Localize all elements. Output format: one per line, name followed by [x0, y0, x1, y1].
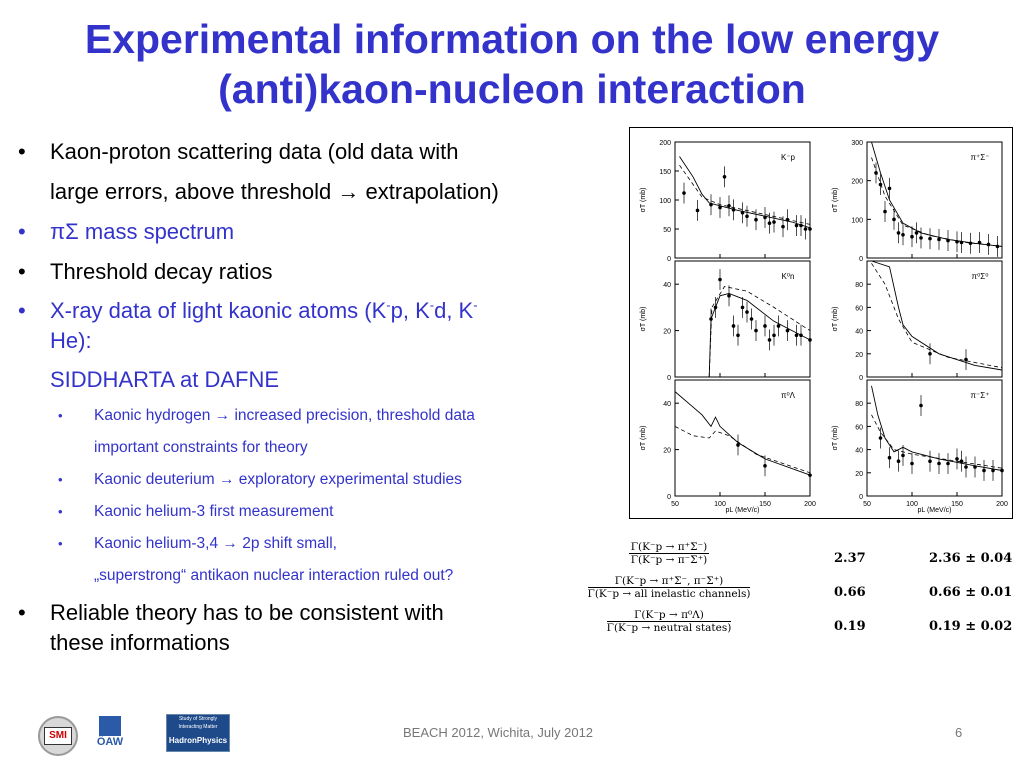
data-point [718, 278, 722, 282]
ratio-fraction [574, 541, 764, 566]
bullet-text: Threshold decay ratios [50, 259, 273, 284]
data-point [888, 456, 892, 460]
x-tick-label: 50 [863, 501, 871, 508]
ratio-denominator: Γ(K⁻p → all inelastic channels) [587, 588, 751, 600]
data-point [879, 436, 883, 440]
data-point [682, 191, 686, 195]
bullet-dot: • [18, 139, 26, 164]
ratio-theory-value: 2.37 [834, 551, 866, 566]
data-point [795, 333, 799, 337]
arrow-icon: → [214, 407, 231, 424]
y-tick-label: 0 [859, 494, 863, 501]
data-point [696, 209, 700, 213]
sub-bullet-helium34 [18, 528, 608, 592]
y-tick-label: 0 [667, 494, 671, 501]
data-point [799, 333, 803, 337]
y-tick-label: 60 [855, 305, 863, 313]
y-tick-label: 100 [659, 198, 671, 205]
bullet-text: „superstrong“ antikaon nuclear interaction ruled out? [94, 567, 454, 584]
panel-label: π⁰Σ⁰ [971, 272, 989, 281]
bullet-dot: • [18, 298, 26, 323]
ratio-row [574, 609, 1014, 643]
data-point [741, 211, 745, 215]
data-point [937, 462, 941, 466]
data-point [928, 352, 932, 356]
ratio-fraction [574, 575, 764, 600]
data-point [745, 310, 749, 314]
panel-label: K⁻p [780, 153, 796, 162]
data-point [901, 233, 905, 237]
data-point [754, 329, 758, 333]
x-tick-label: 100 [714, 501, 726, 508]
data-point [786, 218, 790, 222]
ratio-theory-value: 0.19 [834, 619, 866, 634]
data-point [777, 324, 781, 328]
y-axis-label: σT (mb) [832, 306, 839, 332]
data-point [709, 203, 713, 207]
arrow-icon: → [222, 535, 238, 552]
theory-curve-dashed [872, 415, 1003, 468]
data-point [763, 324, 767, 328]
data-point [946, 239, 950, 243]
bullet-dot: • [58, 472, 63, 487]
x-axis-label: pL (MeV/c) [725, 507, 760, 514]
ratio-row [574, 541, 1014, 575]
data-point [996, 245, 1000, 249]
page-number: 6 [955, 725, 963, 740]
bullet-text: SIDDHARTA at DAFNE [50, 367, 280, 392]
bullet-text: Kaon-proton scattering data (old data with [50, 139, 459, 164]
data-point [888, 187, 892, 191]
theory-curve-solid [675, 392, 810, 476]
data-point [750, 317, 754, 321]
sub-bullet-hydrogen [18, 400, 608, 464]
y-axis-label: σT (mb) [640, 187, 647, 213]
data-point [928, 459, 932, 463]
y-tick-label: 80 [855, 401, 863, 409]
data-point [799, 224, 803, 228]
data-point [955, 457, 959, 461]
data-point [754, 218, 758, 222]
y-tick-label: 300 [851, 140, 863, 147]
title-line-1: Experimental information on the low energy [84, 16, 940, 62]
theory-curve-dashed [680, 165, 811, 224]
data-point [897, 459, 901, 463]
y-tick-label: 20 [855, 351, 863, 359]
y-axis-label: σT (mb) [832, 187, 839, 213]
y-tick-label: 0 [859, 375, 863, 382]
data-point [928, 237, 932, 241]
y-tick-label: 20 [663, 328, 671, 336]
y-tick-label: 0 [667, 375, 671, 382]
data-point [897, 231, 901, 235]
ratio-fraction [574, 609, 764, 634]
bullet-reliable-theory [18, 598, 608, 658]
y-axis-label: σT (mb) [640, 425, 647, 451]
data-point [910, 235, 914, 239]
data-point [946, 462, 950, 466]
ratio-exp-value: 0.66 ± 0.01 [929, 585, 1013, 600]
panel-label: K⁰n [781, 272, 795, 281]
bullet-text: p, K [390, 298, 430, 323]
y-tick-label: 200 [659, 140, 671, 147]
ratio-numerator: Γ(K⁻p → π⁺Σ⁻, π⁻Σ⁺) [588, 575, 751, 588]
data-point [763, 464, 767, 468]
data-point [892, 218, 896, 222]
hadron-logo-caption: Study of Strongly Interacting Matter [178, 716, 218, 730]
bullet-text: Kaonic hydrogen [94, 407, 211, 424]
data-point [883, 210, 887, 214]
data-point [736, 333, 740, 337]
bullet-text: He): [50, 328, 92, 353]
y-tick-label: 40 [855, 328, 863, 336]
x-tick-label: 150 [951, 501, 963, 508]
data-point [960, 241, 964, 245]
data-point [786, 329, 790, 333]
oaw-logo-text: ÖAW [96, 736, 124, 748]
data-point [982, 469, 986, 473]
superscript-minus: - [473, 297, 478, 313]
data-point [991, 469, 995, 473]
slide-title [60, 14, 964, 114]
y-tick-label: 150 [659, 169, 671, 176]
smi-logo [38, 716, 78, 756]
ratio-numerator: Γ(K⁻p → π⁺Σ⁻) [630, 541, 708, 553]
x-axis-label: pL (MeV/c) [917, 507, 952, 514]
bullet-text: Kaonic deuterium [94, 471, 215, 488]
y-tick-label: 40 [663, 282, 671, 290]
title-line-2: (anti)kaon-nucleon interaction [218, 66, 806, 112]
footer-event: BEACH 2012, Wichita, July 2012 [403, 725, 594, 740]
y-tick-label: 50 [663, 227, 671, 234]
sub-bullet-helium3 [18, 496, 608, 528]
y-tick-label: 80 [855, 282, 863, 290]
bullet-kaon-proton [18, 132, 608, 212]
data-point [919, 404, 923, 408]
bullet-text: Kaonic helium-3,4 [94, 535, 219, 552]
bullet-text: important constraints for theory [94, 439, 308, 456]
bullet-dot: • [18, 600, 26, 625]
x-tick-label: 200 [996, 501, 1008, 508]
bullet-dot: • [58, 536, 63, 551]
data-point [732, 208, 736, 212]
cross-section-figure [629, 127, 1013, 519]
hadron-logo-text: HadronPhysics [168, 736, 228, 745]
bullet-dot: • [18, 219, 26, 244]
data-point [915, 231, 919, 235]
data-point [955, 240, 959, 244]
bullet-text: X-ray data of light kaonic atoms (K [50, 298, 387, 323]
data-point [714, 306, 718, 310]
data-point [732, 324, 736, 328]
arrow-icon: → [337, 179, 360, 204]
y-tick-label: 40 [663, 401, 671, 409]
data-point [804, 227, 808, 231]
bullet-dot: • [18, 259, 26, 284]
ratio-denominator: Γ(K⁻p → neutral states) [606, 622, 732, 634]
data-point [919, 236, 923, 240]
x-tick-label: 150 [759, 501, 771, 508]
bullet-text: Kaonic helium-3 first measurement [94, 503, 334, 520]
data-point [763, 216, 767, 220]
data-point [795, 224, 799, 228]
bullet-xray [18, 296, 608, 356]
data-point [781, 225, 785, 229]
bullet-list [18, 132, 608, 658]
y-tick-label: 60 [855, 424, 863, 432]
data-point [910, 462, 914, 466]
data-point [768, 221, 772, 225]
superscript-minus: - [386, 297, 391, 313]
cross-section-plots [630, 128, 1012, 518]
data-point [964, 465, 968, 469]
bullet-threshold [18, 252, 608, 292]
x-tick-label: 50 [671, 501, 679, 508]
data-point [723, 175, 727, 179]
data-point [772, 333, 776, 337]
y-tick-label: 40 [855, 447, 863, 455]
data-point [808, 227, 812, 231]
data-point [1000, 469, 1004, 473]
panel-label: π⁺Σ⁻ [970, 153, 990, 162]
bullet-text: exploratory experimental studies [238, 471, 462, 488]
bullet-text: Reliable theory has to be consistent with [50, 600, 444, 625]
bullet-text: extrapolation) [365, 179, 499, 204]
panel-label: π⁻Σ⁺ [970, 391, 990, 400]
bullet-dot: • [58, 504, 63, 519]
bullet-pisigma [18, 212, 608, 252]
ratio-denominator: Γ(K⁻p → π⁻Σ⁺) [630, 554, 708, 566]
x-tick-label: 200 [804, 501, 816, 508]
bullet-text: d, K [434, 298, 474, 323]
data-point [727, 204, 731, 208]
panel-label: π⁰Λ [780, 391, 796, 400]
data-point [808, 473, 812, 477]
data-point [987, 243, 991, 247]
data-point [964, 358, 968, 362]
data-point [736, 443, 740, 447]
ratio-numerator: Γ(K⁻p → π⁰Λ) [607, 609, 732, 622]
sub-bullet-deuterium [18, 464, 608, 496]
bullet-dot: • [58, 408, 63, 423]
data-point [718, 206, 722, 210]
y-tick-label: 20 [663, 447, 671, 455]
bullet-text: 2p shift small, [242, 535, 337, 552]
theory-curve-dashed [675, 426, 810, 472]
y-axis-label: σT (mb) [640, 306, 647, 332]
data-point [709, 317, 713, 321]
bullet-text: increased precision, threshold data [234, 407, 475, 424]
data-point [808, 338, 812, 342]
ratio-row [574, 575, 1014, 609]
data-point [960, 459, 964, 463]
hadronphysics-logo [166, 714, 230, 752]
data-point [772, 220, 776, 224]
y-tick-label: 200 [851, 178, 863, 186]
superscript-minus: - [429, 297, 435, 313]
ratio-exp-value: 0.19 ± 0.02 [929, 619, 1013, 634]
y-axis-label: σT (mb) [832, 425, 839, 451]
data-point [879, 183, 883, 187]
data-point [874, 171, 878, 175]
bullet-text: πΣ mass spectrum [50, 219, 235, 244]
data-point [745, 214, 749, 218]
data-point [937, 238, 941, 242]
x-tick-label: 100 [906, 501, 918, 508]
data-point [969, 242, 973, 246]
y-tick-label: 0 [667, 256, 671, 263]
y-tick-label: 20 [855, 470, 863, 478]
bullet-siddharta [18, 360, 608, 400]
ratio-theory-value: 0.66 [834, 585, 866, 600]
y-tick-label: 0 [859, 256, 863, 263]
ratio-exp-value: 2.36 ± 0.04 [929, 551, 1013, 566]
data-point [768, 338, 772, 342]
bullet-text: large errors, above threshold [50, 179, 332, 204]
oaw-logo [94, 716, 126, 752]
data-point [727, 294, 731, 298]
data-point [978, 241, 982, 245]
data-point [741, 306, 745, 310]
bullet-text: these informations [50, 630, 230, 655]
y-tick-label: 100 [851, 217, 863, 225]
arrow-icon: → [218, 471, 235, 488]
theory-curve-solid [680, 157, 811, 228]
data-point [973, 465, 977, 469]
smi-logo-text: SMI [44, 727, 72, 745]
data-point [901, 454, 905, 458]
